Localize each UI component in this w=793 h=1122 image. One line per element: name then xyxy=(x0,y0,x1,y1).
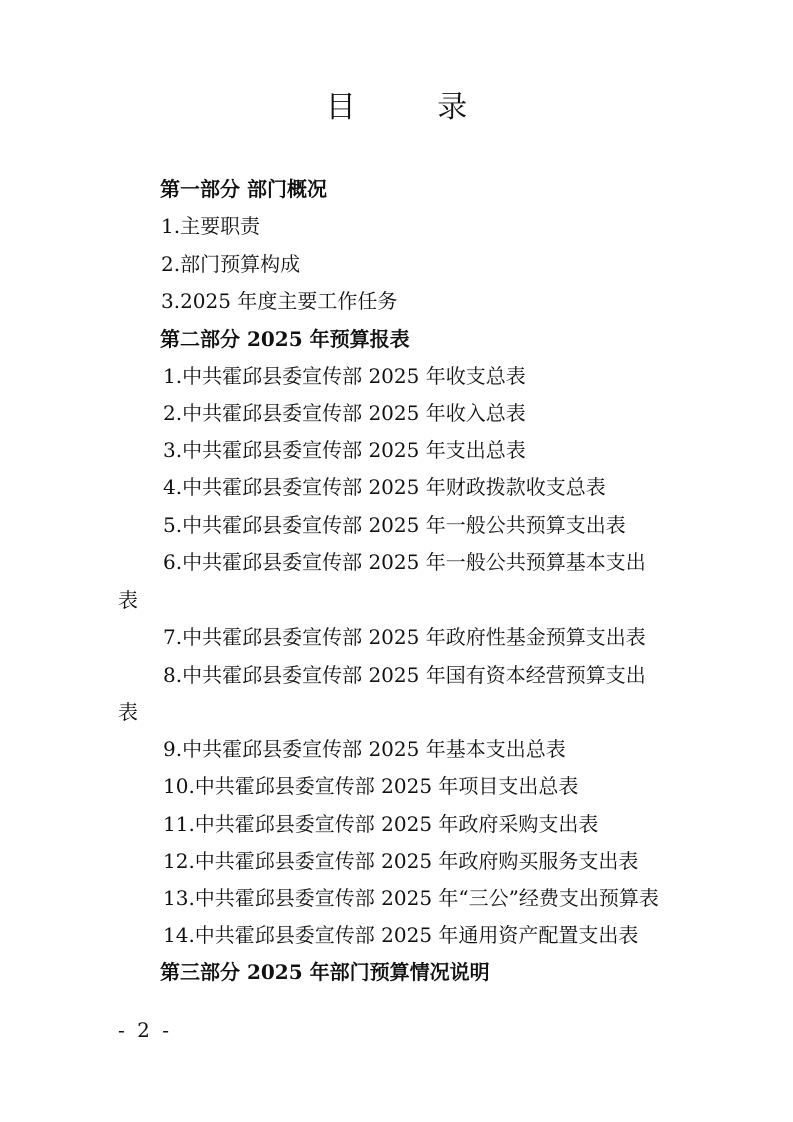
toc-item: 9.中共霍邱县委宣传部 2025 年基本支出总表 xyxy=(163,737,566,761)
toc-item: 3.2025 年度主要工作任务 xyxy=(161,289,398,313)
section-heading-part-2: 第二部分 2025 年预算报表 xyxy=(160,327,410,351)
toc-item: 10.中共霍邱县委宣传部 2025 年项目支出总表 xyxy=(163,774,579,798)
toc-item-continuation: 表 xyxy=(118,700,138,724)
toc-item: 1.主要职责 xyxy=(161,214,261,238)
page-title: 目 录 xyxy=(325,90,504,125)
toc-item: 1.中共霍邱县委宣传部 2025 年收支总表 xyxy=(163,364,526,388)
toc-item: 13.中共霍邱县委宣传部 2025 年“三公”经费支出预算表 xyxy=(163,886,659,910)
toc-item: 7.中共霍邱县委宣传部 2025 年政府性基金预算支出表 xyxy=(163,625,646,649)
toc-item: 5.中共霍邱县委宣传部 2025 年一般公共预算支出表 xyxy=(163,513,626,537)
page-number: - 2 - xyxy=(118,1018,172,1042)
toc-item: 8.中共霍邱县委宣传部 2025 年国有资本经营预算支出 xyxy=(163,663,646,687)
toc-item: 11.中共霍邱县委宣传部 2025 年政府采购支出表 xyxy=(163,812,599,836)
toc-item: 6.中共霍邱县委宣传部 2025 年一般公共预算基本支出 xyxy=(163,550,646,574)
toc-item-continuation: 表 xyxy=(118,588,138,612)
section-heading-part-3: 第三部分 2025 年部门预算情况说明 xyxy=(160,960,490,984)
toc-item: 3.中共霍邱县委宣传部 2025 年支出总表 xyxy=(163,438,526,462)
toc-item: 14.中共霍邱县委宣传部 2025 年通用资产配置支出表 xyxy=(163,923,639,947)
section-heading-part-1: 第一部分 部门概况 xyxy=(160,177,327,201)
toc-item: 12.中共霍邱县委宣传部 2025 年政府购买服务支出表 xyxy=(163,849,639,873)
toc-item: 4.中共霍邱县委宣传部 2025 年财政拨款收支总表 xyxy=(163,475,606,499)
toc-item: 2.部门预算构成 xyxy=(161,252,301,276)
toc-item: 2.中共霍邱县委宣传部 2025 年收入总表 xyxy=(163,401,526,425)
